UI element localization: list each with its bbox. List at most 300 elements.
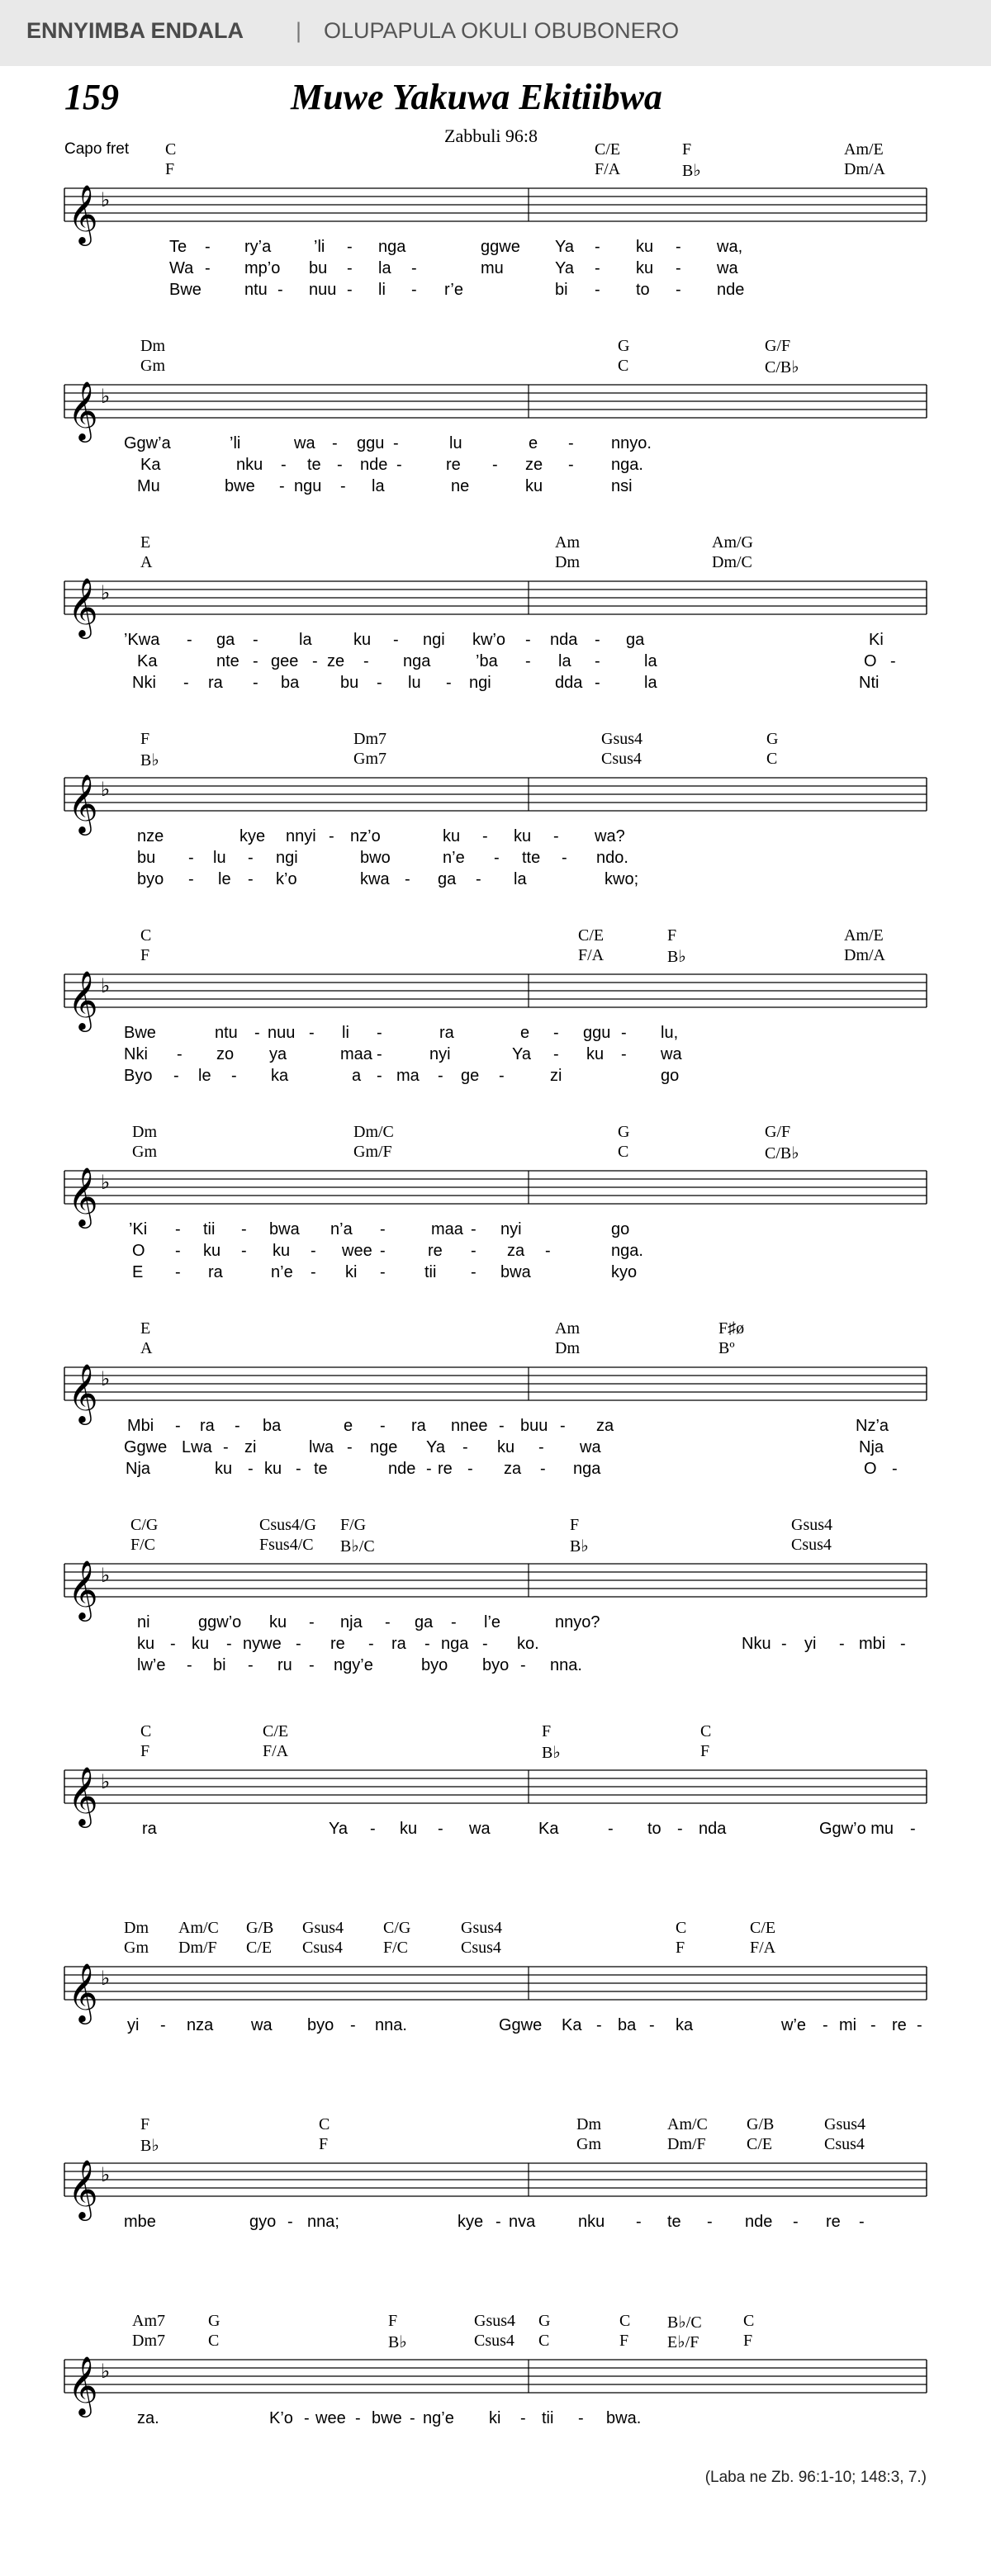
lyric-syllable: bi [555, 281, 568, 299]
lyric-syllable: - [347, 1438, 353, 1456]
lyric-syllable: k’o [276, 870, 297, 888]
lyric-syllable: e [529, 434, 538, 452]
capo-chord-symbol: Dm/F [178, 1939, 217, 1957]
lyric-syllable: ’Ki [129, 1220, 148, 1238]
treble-clef-icon: 𝄞 [68, 1559, 98, 1619]
lyric-syllable: nsi [611, 477, 633, 495]
chord-symbol: B♭/C [667, 2313, 702, 2332]
lyric-syllable: w’e [781, 2016, 807, 2034]
lyric-syllable: - [839, 1635, 845, 1653]
lyric-syllable: - [411, 281, 417, 299]
capo-chord-symbol: B♭ [667, 948, 686, 966]
lyric-syllable: lu, [661, 1024, 679, 1042]
chord-symbol: C [140, 1722, 152, 1740]
lyric-syllable: ko. [517, 1635, 539, 1653]
chord-symbol: G [208, 2312, 220, 2330]
lyric-syllable: ngi [423, 631, 445, 649]
lyric-syllable: zi [244, 1438, 257, 1456]
capo-chord-symbol: F [140, 1742, 150, 1760]
lyric-syllable: - [636, 2213, 642, 2231]
lyric-syllable: - [347, 238, 353, 256]
lyric-syllable: - [900, 1635, 906, 1653]
lyric-syllable: nga [441, 1635, 469, 1653]
lyric-syllable: - [411, 259, 417, 277]
lyric-syllable: Bwe [124, 1024, 156, 1042]
lyric-syllable: - [553, 1045, 559, 1063]
lyric-syllable: nga [378, 238, 406, 256]
treble-clef-icon: 𝄞 [68, 380, 98, 440]
lyric-syllable: - [471, 1242, 477, 1260]
key-signature-flat-icon: ♭ [101, 581, 111, 604]
lyric-syllable: li [378, 281, 386, 299]
capo-chord-symbol: B♭ [542, 1744, 561, 1762]
lyric-syllable: bwa [269, 1220, 300, 1238]
lyric-syllable: ngy’e [334, 1656, 373, 1674]
capo-chord-symbol: F [676, 1939, 685, 1957]
lyric-syllable: wa, [717, 238, 743, 256]
lyric-syllable: lu [213, 849, 226, 867]
lyric-syllable: - [540, 1460, 546, 1478]
lyric-syllable: r’e [444, 281, 463, 299]
lyric-syllable: nga. [611, 1242, 643, 1260]
lyric-syllable: - [482, 1635, 488, 1653]
lyric-syllable: la [514, 870, 527, 888]
lyric-syllable: la [372, 477, 385, 495]
lyric-syllable: - [438, 1067, 443, 1085]
lyric-syllable: - [347, 281, 353, 299]
lyric-syllable: nuu [309, 281, 337, 299]
lyric-syllable: Ka [140, 456, 161, 474]
lyric-syllable: - [337, 456, 343, 474]
lyric-syllable: za [504, 1460, 522, 1478]
chord-symbol: F [140, 2115, 150, 2133]
lyric-syllable: - [451, 1613, 457, 1631]
lyric-syllable: - [253, 652, 258, 670]
lyric-syllable: - [235, 1417, 240, 1435]
lyric-syllable: - [560, 1417, 566, 1435]
chord-symbol: F [682, 140, 692, 159]
lyric-syllable: wee [342, 1242, 372, 1260]
treble-clef-icon: 𝄞 [68, 773, 98, 833]
chord-symbol: G [766, 730, 779, 748]
section-name: OLUPAPULA OKULI OBUBONERO [324, 18, 680, 43]
lyric-syllable: - [494, 849, 500, 867]
chord-symbol: Am/G [712, 533, 753, 552]
lyric-syllable: gee [271, 652, 299, 670]
lyric-syllable: maa [431, 1220, 463, 1238]
lyric-syllable: - [525, 631, 531, 649]
lyric-syllable: ’Kwa [124, 631, 160, 649]
chord-symbol: C [165, 140, 177, 159]
chord-symbol: Am/E [844, 926, 884, 945]
lyric-syllable: kyo [611, 1263, 638, 1281]
lyric-syllable: ndo. [596, 849, 628, 867]
lyric-syllable: byo [482, 1656, 510, 1674]
key-signature-flat-icon: ♭ [101, 1171, 111, 1194]
lyric-syllable: re [446, 456, 461, 474]
capo-chord-symbol: Gm [140, 357, 165, 375]
lyric-syllable: nde [745, 2213, 773, 2231]
lyric-syllable: nze [137, 827, 164, 845]
chord-symbol: Gsus4 [791, 1516, 833, 1534]
lyric-syllable: nga. [611, 456, 643, 474]
lyric-syllable: tii [203, 1220, 216, 1238]
sheet-music [0, 66, 991, 2569]
lyric-syllable: - [377, 1024, 382, 1042]
lyric-syllable: - [621, 1045, 627, 1063]
lyric-syllable: nda [699, 1820, 727, 1838]
lyric-syllable: Ya [512, 1045, 531, 1063]
lyric-syllable: - [482, 827, 488, 845]
capo-chord-symbol: Gm [132, 1143, 157, 1161]
lyric-syllable: - [781, 1635, 787, 1653]
key-signature-flat-icon: ♭ [101, 1367, 111, 1390]
chord-symbol: G/B [747, 2115, 775, 2133]
lyric-syllable: - [553, 827, 559, 845]
lyric-syllable: - [380, 1242, 386, 1260]
chord-symbol: Am [555, 533, 580, 552]
lyric-syllable: Byo [124, 1067, 153, 1085]
lyric-syllable: ma [396, 1067, 420, 1085]
lyric-syllable: Ggwe [124, 1438, 168, 1456]
lyric-syllable: ka [676, 2016, 694, 2034]
lyric-syllable: - [350, 2016, 356, 2034]
lyric-syllable: wa? [595, 827, 625, 845]
lyric-syllable: ra [142, 1820, 157, 1838]
lyric-syllable: lu [449, 434, 462, 452]
chord-symbol: C [140, 926, 152, 945]
lyric-syllable: li [342, 1024, 349, 1042]
key-signature-flat-icon: ♭ [101, 2360, 111, 2383]
chord-symbol: Am7 [132, 2312, 165, 2330]
lyric-syllable: ku [269, 1613, 287, 1631]
capo-chord-symbol: Gm/F [353, 1143, 392, 1161]
capo-chord-symbol: A [140, 1339, 153, 1357]
lyric-syllable: - [405, 870, 410, 888]
chord-symbol: Dm [124, 1919, 149, 1937]
lyric-syllable: - [424, 1635, 430, 1653]
lyric-syllable: - [309, 1613, 315, 1631]
capo-chord-symbol: Csus4 [474, 2332, 514, 2350]
key-signature-flat-icon: ♭ [101, 1967, 111, 1990]
capo-chord-symbol: Bº [718, 1339, 735, 1357]
lyric-syllable: ggu [357, 434, 385, 452]
lyric-syllable: ki [345, 1263, 358, 1281]
capo-chord-symbol: F/A [750, 1939, 776, 1957]
lyric-syllable: - [393, 631, 399, 649]
lyric-syllable: ne [451, 477, 470, 495]
lyric-syllable: bu [340, 674, 359, 692]
lyric-syllable: nuu [268, 1024, 296, 1042]
lyric-syllable: ze [525, 456, 543, 474]
capo-chord-symbol: E♭/F [667, 2333, 699, 2351]
lyric-syllable: - [793, 2213, 799, 2231]
lyric-syllable: mbe [124, 2213, 156, 2231]
capo-chord-symbol: Dm [555, 553, 580, 571]
lyric-syllable: - [396, 456, 402, 474]
lyric-syllable: - [248, 1460, 254, 1478]
capo-chord-symbol: Csus4 [824, 2135, 865, 2153]
hymn-number: 159 [64, 77, 119, 117]
lyric-syllable: nte [216, 652, 239, 670]
chord-symbol: F♯ø [718, 1319, 745, 1338]
lyric-syllable: bwe [225, 477, 255, 495]
lyric-syllable: ru [277, 1656, 292, 1674]
lyric-syllable: yi [127, 2016, 140, 2034]
chord-symbol: F [570, 1516, 580, 1534]
lyric-syllable: buu [520, 1417, 548, 1435]
capo-chord-symbol: F [743, 2332, 753, 2350]
footer-reference: (Laba ne Zb. 96:1-10; 148:3, 7.) [704, 2469, 927, 2486]
lyric-syllable: E [132, 1263, 144, 1281]
lyric-syllable: n’a [330, 1220, 353, 1238]
lyric-syllable: - [393, 434, 399, 452]
lyric-syllable: wa [580, 1438, 601, 1456]
lyric-syllable: ku [497, 1438, 515, 1456]
lyric-syllable: ra [208, 674, 223, 692]
lyric-syllable: lu [408, 674, 421, 692]
lyric-syllable: - [595, 674, 600, 692]
capo-chord-symbol: F/A [595, 160, 621, 178]
lyric-syllable: bi [213, 1656, 226, 1674]
chord-symbol: G [618, 337, 630, 355]
lyric-syllable: nywe [243, 1635, 282, 1653]
lyric-syllable: - [347, 259, 353, 277]
capo-chord-symbol: C/B♭ [765, 1144, 799, 1163]
lyric-syllable: O [132, 1242, 145, 1260]
lyric-syllable: - [823, 2016, 828, 2034]
capo-chord-symbol: Csus4 [791, 1536, 832, 1554]
lyric-syllable: - [241, 1220, 247, 1238]
lyric-syllable: - [890, 652, 896, 670]
lyric-syllable: byo [307, 2016, 334, 2034]
lyric-syllable: te [667, 2213, 681, 2231]
lyric-syllable: - [175, 1417, 181, 1435]
lyric-syllable: ntu [215, 1024, 238, 1042]
chord-symbol: F [388, 2312, 398, 2330]
lyric-syllable: la [299, 631, 312, 649]
header-separator: | [296, 18, 302, 43]
lyric-syllable: za. [137, 2409, 159, 2427]
lyric-syllable: nna; [307, 2213, 339, 2231]
lyric-syllable: - [462, 1438, 468, 1456]
scripture-reference: Zabbuli 96:8 [444, 125, 538, 146]
lyric-syllable: ry’a [244, 238, 272, 256]
capo-chord-symbol: Gm [124, 1939, 149, 1957]
chord-symbol: Gsus4 [461, 1919, 503, 1937]
lyric-syllable: - [380, 1220, 386, 1238]
chord-symbol: Gsus4 [302, 1919, 344, 1937]
capo-chord-symbol: F/A [578, 946, 605, 964]
chord-symbol: C [319, 2115, 330, 2133]
chord-symbol: Am/E [844, 140, 884, 159]
capo-chord-symbol: Gm [576, 2135, 601, 2153]
lyric-syllable: Ka [137, 652, 158, 670]
lyric-syllable: - [476, 870, 481, 888]
lyric-syllable: bwe [372, 2409, 402, 2427]
lyric-syllable: nyi [500, 1220, 522, 1238]
lyric-syllable: nga [573, 1460, 601, 1478]
lyric-syllable: - [253, 674, 258, 692]
lyric-syllable: - [355, 2409, 361, 2427]
lyric-syllable: - [296, 1460, 301, 1478]
lyric-syllable: nge [370, 1438, 398, 1456]
lyric-syllable: ra [411, 1417, 426, 1435]
lyric-syllable: Te [169, 238, 187, 256]
lyric-syllable: byo [137, 870, 164, 888]
key-signature-flat-icon: ♭ [101, 974, 111, 997]
lyric-syllable: kw’o [472, 631, 506, 649]
lyric-syllable: go [611, 1220, 630, 1238]
lyric-syllable: - [499, 1067, 505, 1085]
chord-symbol: F [140, 730, 150, 748]
lyric-syllable: - [471, 1220, 477, 1238]
capo-chord-symbol: A [140, 553, 153, 571]
lyric-syllable: n’e [443, 849, 465, 867]
lyric-syllable: Nki [132, 674, 156, 692]
lyric-syllable: - [160, 2016, 166, 2034]
lyric-syllable: za [596, 1417, 614, 1435]
lyric-syllable: to [647, 1820, 661, 1838]
capo-chord-symbol: Csus4 [601, 750, 642, 768]
lyric-syllable: - [329, 827, 334, 845]
lyric-syllable: nnyo. [611, 434, 652, 452]
chord-symbol: C/E [595, 140, 621, 159]
lyric-syllable: - [241, 1242, 247, 1260]
lyric-syllable: kwo; [605, 870, 639, 888]
lyric-syllable: - [363, 652, 369, 670]
lyric-syllable: ’li [314, 238, 325, 256]
lyric-syllable: ku [273, 1242, 291, 1260]
lyric-syllable: K’o [269, 2409, 293, 2427]
treble-clef-icon: 𝄞 [68, 183, 98, 244]
chord-symbol: C [676, 1919, 687, 1937]
capo-chord-symbol: Csus4 [461, 1939, 501, 1957]
lyric-syllable: Ya [426, 1438, 445, 1456]
lyric-syllable: l’e [484, 1613, 501, 1631]
chord-symbol: G [538, 2312, 551, 2330]
lyric-syllable: - [910, 1820, 916, 1838]
lyric-syllable: nnyi [286, 827, 316, 845]
lyric-syllable: bu [137, 849, 156, 867]
lyric-syllable: - [287, 2213, 293, 2231]
lyric-syllable: n’e [271, 1263, 293, 1281]
chord-symbol: G/B [246, 1919, 274, 1937]
capo-chord-symbol: B♭ [388, 2333, 407, 2351]
capo-chord-symbol: F/C [383, 1939, 409, 1957]
chord-symbol: Am/C [178, 1919, 219, 1937]
lyric-syllable: - [248, 870, 254, 888]
chord-symbol: F [542, 1722, 552, 1740]
lyric-syllable: nyi [429, 1045, 451, 1063]
lyric-syllable: Bwe [169, 281, 202, 299]
lyric-syllable: ni [137, 1613, 150, 1631]
lyric-syllable: - [446, 674, 452, 692]
treble-clef-icon: 𝄞 [68, 969, 98, 1030]
lyric-syllable: ngu [294, 477, 322, 495]
key-signature-flat-icon: ♭ [101, 1770, 111, 1793]
lyric-syllable: nva [509, 2213, 536, 2231]
lyric-syllable: Ggw’o mu [819, 1820, 894, 1838]
lyric-syllable: - [595, 281, 600, 299]
lyric-syllable: - [870, 2016, 876, 2034]
lyric-syllable: wa [294, 434, 315, 452]
chord-symbol: G/F [765, 337, 791, 355]
chord-symbol: Am/C [667, 2115, 708, 2133]
lyric-syllable: Nja [859, 1438, 884, 1456]
book-name: ENNYIMBA ENDALA [26, 18, 244, 43]
lyric-syllable: Mbi [127, 1417, 154, 1435]
chord-symbol: G [618, 1123, 630, 1141]
lyric-syllable: - [304, 2409, 310, 2427]
lyric-syllable: - [170, 1635, 176, 1653]
lyric-syllable: - [410, 2409, 415, 2427]
lyric-syllable: ze [327, 652, 345, 670]
lyric-syllable: - [676, 259, 681, 277]
lyric-syllable: mbi [859, 1635, 886, 1653]
lyric-syllable: Mu [137, 477, 160, 495]
lyric-syllable: - [223, 1438, 229, 1456]
lyric-syllable: ku [192, 1635, 210, 1653]
lyric-syllable: ku [525, 477, 543, 495]
lyric-syllable: te [307, 456, 321, 474]
lyric-syllable: ku [353, 631, 372, 649]
capo-chord-symbol: C/E [747, 2135, 773, 2153]
lyric-syllable: - [188, 849, 194, 867]
chord-symbol: F/G [340, 1516, 367, 1534]
lyric-syllable: - [253, 631, 258, 649]
chord-symbol: E [140, 533, 151, 552]
lyric-syllable: ba [618, 2016, 637, 2034]
hymn-title: Muwe Yakuwa Ekitiibwa [291, 77, 662, 117]
capo-chord-symbol: Csus4 [302, 1939, 343, 1957]
lyric-syllable: la [644, 674, 657, 692]
lyric-syllable: e [344, 1417, 353, 1435]
lyric-syllable: ’li [230, 434, 241, 452]
lyric-syllable: nde [388, 1460, 416, 1478]
chord-symbol: G/F [765, 1123, 791, 1141]
key-signature-flat-icon: ♭ [101, 2163, 111, 2186]
lyric-syllable: ra [391, 1635, 406, 1653]
lyric-syllable: - [595, 259, 600, 277]
lyric-syllable: la [644, 652, 657, 670]
lyric-syllable: ba [281, 674, 300, 692]
lyric-syllable: - [892, 1460, 898, 1478]
staff [0, 1123, 991, 1247]
capo-chord-symbol: F [165, 160, 175, 178]
lyric-syllable: - [377, 674, 382, 692]
lyric-syllable: - [254, 1024, 260, 1042]
capo-chord-symbol: B♭/C [340, 1537, 375, 1556]
lyric-syllable: to [636, 281, 650, 299]
lyric-syllable: ng’e [423, 2409, 454, 2427]
lyric-syllable: O [864, 652, 877, 670]
capo-chord-symbol: C [208, 2332, 220, 2350]
lyric-syllable: ku [215, 1460, 233, 1478]
lyric-syllable: - [496, 2213, 501, 2231]
lyric-syllable: mi [839, 2016, 857, 2034]
lyric-syllable: nda [550, 631, 578, 649]
lyric-syllable: O [864, 1460, 877, 1478]
capo-chord-symbol: Dm/A [844, 160, 885, 178]
lyric-syllable: kye [458, 2213, 484, 2231]
lyric-syllable: yi [804, 1635, 817, 1653]
lyric-syllable: - [707, 2213, 713, 2231]
chord-symbol: Gsus4 [601, 730, 643, 748]
lyric-syllable: - [608, 1820, 614, 1838]
lyric-syllable: Nz’a [856, 1417, 889, 1435]
lyric-syllable: ki [489, 2409, 501, 2427]
